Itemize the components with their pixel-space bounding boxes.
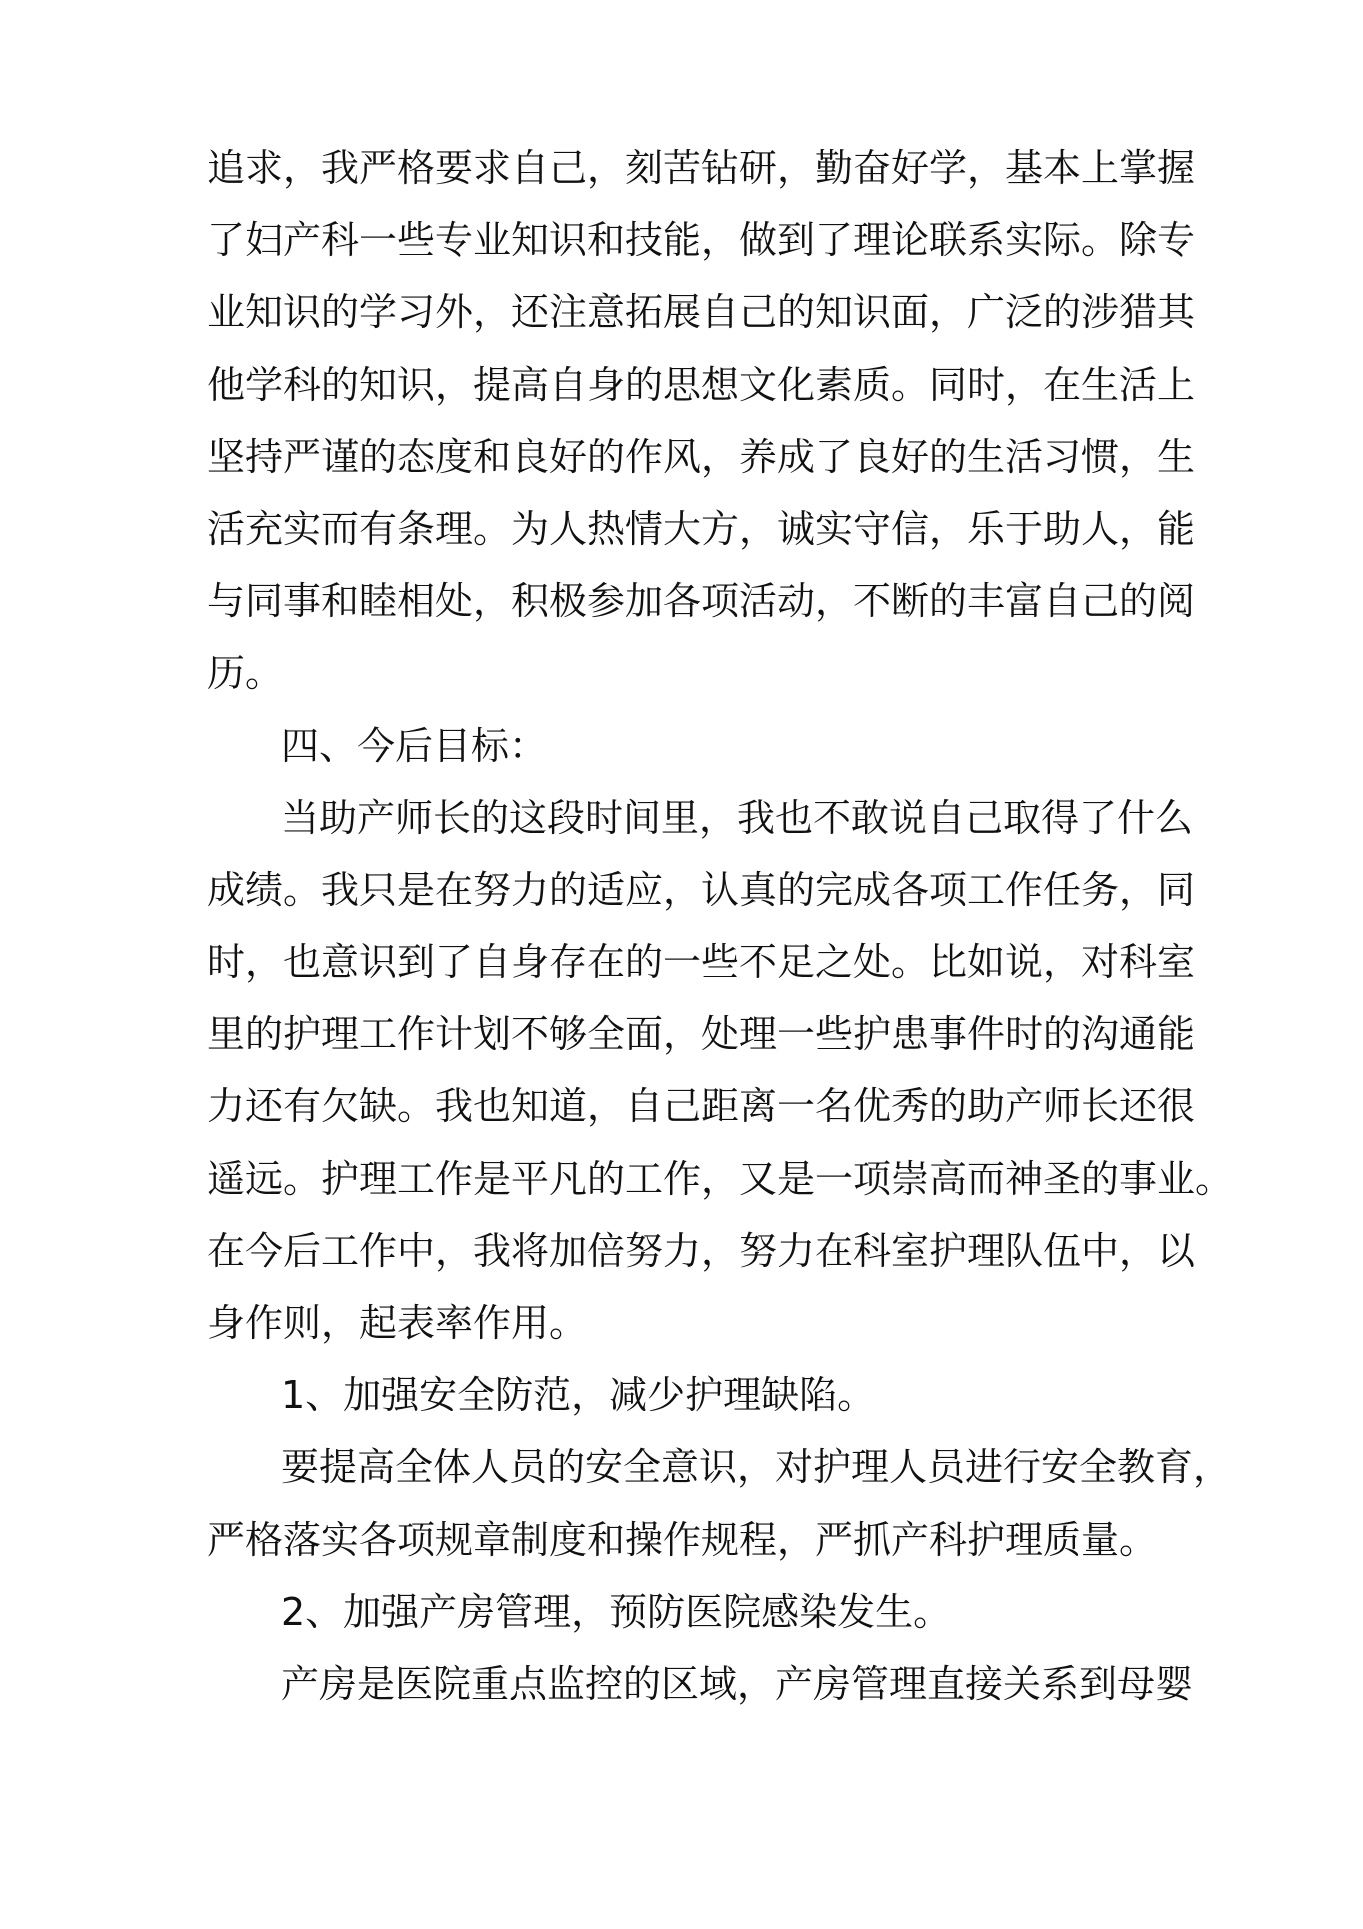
- text-line: 严格落实各项规章制度和操作规程，严抓产科护理质量。: [207, 1517, 1158, 1562]
- text-line: 历。: [207, 651, 284, 696]
- document-body: [207, 132, 1234, 1720]
- text-line: 力还有欠缺。我也知道，自己距离一名优秀的助产师长还很: [207, 1084, 1196, 1129]
- text-line: 产房是医院重点监控的区域，产房管理直接关系到母婴: [281, 1661, 1194, 1706]
- text-line: 坚持严谨的态度和良好的作风，养成了良好的生活习惯，生: [207, 434, 1196, 479]
- text-line: 四、今后目标：: [281, 723, 548, 768]
- text-line: 业知识的学习外，还注意拓展自己的知识面，广泛的涉猎其: [207, 290, 1196, 335]
- text-line: 要提高全体人员的安全意识，对护理人员进行安全教育，: [281, 1445, 1232, 1490]
- text-line: 1、加强安全防范，减少护理缺陷。: [281, 1373, 876, 1418]
- text-line: 他学科的知识，提高自身的思想文化素质。同时，在生活上: [207, 362, 1196, 407]
- text-line: 里的护理工作计划不够全面，处理一些护患事件时的沟通能: [207, 1012, 1196, 1057]
- text-line: 追求，我严格要求自己，刻苦钻研，勤奋好学，基本上掌握: [207, 146, 1196, 190]
- text-line: 成绩。我只是在努力的适应，认真的完成各项工作任务，同: [207, 867, 1196, 912]
- text-line: 时，也意识到了自身存在的一些不足之处。比如说，对科室: [207, 940, 1196, 985]
- text-line: 遥远。护理工作是平凡的工作，又是一项崇高而神圣的事业。: [207, 1156, 1234, 1201]
- text-line: 在今后工作中，我将加倍努力，努力在科室护理队伍中，以: [207, 1228, 1196, 1273]
- text-line: 与同事和睦相处，积极参加各项活动，不断的丰富自己的阅: [207, 579, 1196, 624]
- text-line: 身作则，起表率作用。: [207, 1301, 588, 1345]
- text-line: 了妇产科一些专业知识和技能，做到了理论联系实际。除专: [207, 218, 1196, 263]
- text-line: 活充实而有条理。为人热情大方，诚实守信，乐于助人，能: [207, 506, 1196, 551]
- text-line: 当助产师长的这段时间里，我也不敢说自己取得了什么: [281, 795, 1194, 840]
- text-line: 2、加强产房管理，预防医院感染发生。: [281, 1589, 952, 1634]
